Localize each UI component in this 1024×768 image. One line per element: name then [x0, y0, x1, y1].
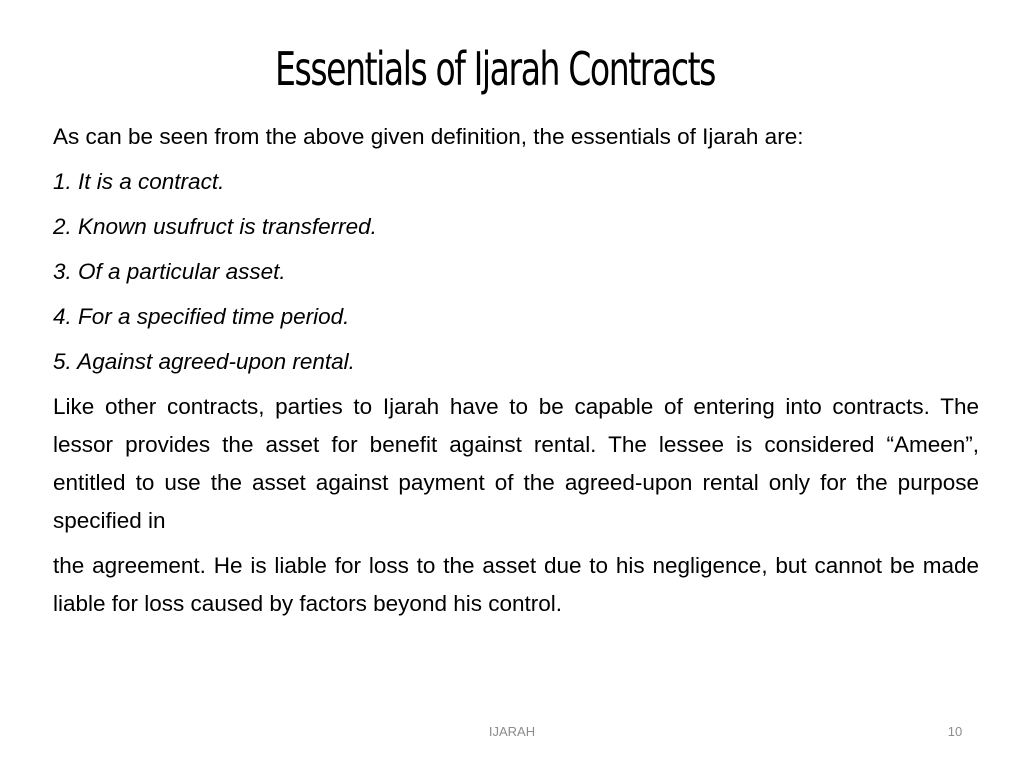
slide-title: Essentials of Ijarah Contracts	[275, 42, 715, 96]
intro-paragraph: As can be seen from the above given definition, the essentials of Ijarah are:	[53, 124, 804, 149]
contract-parties-paragraph: Like other contracts, parties to Ijarah have to be capable of entering into contracts. The lessor provides the asset for benefit against rental. The lessee is considered “Ameen”, entitled to use the asset against payment of the agreed-upon rental only for the purpose specified in	[53, 394, 979, 533]
page-number: 10	[947, 724, 963, 739]
list-item: 4. For a specified time period.	[53, 304, 350, 329]
list-item: 5. Against agreed-upon rental.	[53, 349, 355, 374]
footer-label: IJARAH	[488, 724, 536, 739]
list-item: 1. It is a contract.	[53, 169, 225, 194]
liability-paragraph: the agreement. He is liable for loss to the asset due to his negligence, but cannot be made liable for loss caused by factors beyond his control.	[53, 553, 979, 616]
list-item: 2. Known usufruct is transferred.	[53, 214, 377, 239]
list-item: 3. Of a particular asset.	[53, 259, 286, 284]
slide-body	[53, 118, 979, 630]
